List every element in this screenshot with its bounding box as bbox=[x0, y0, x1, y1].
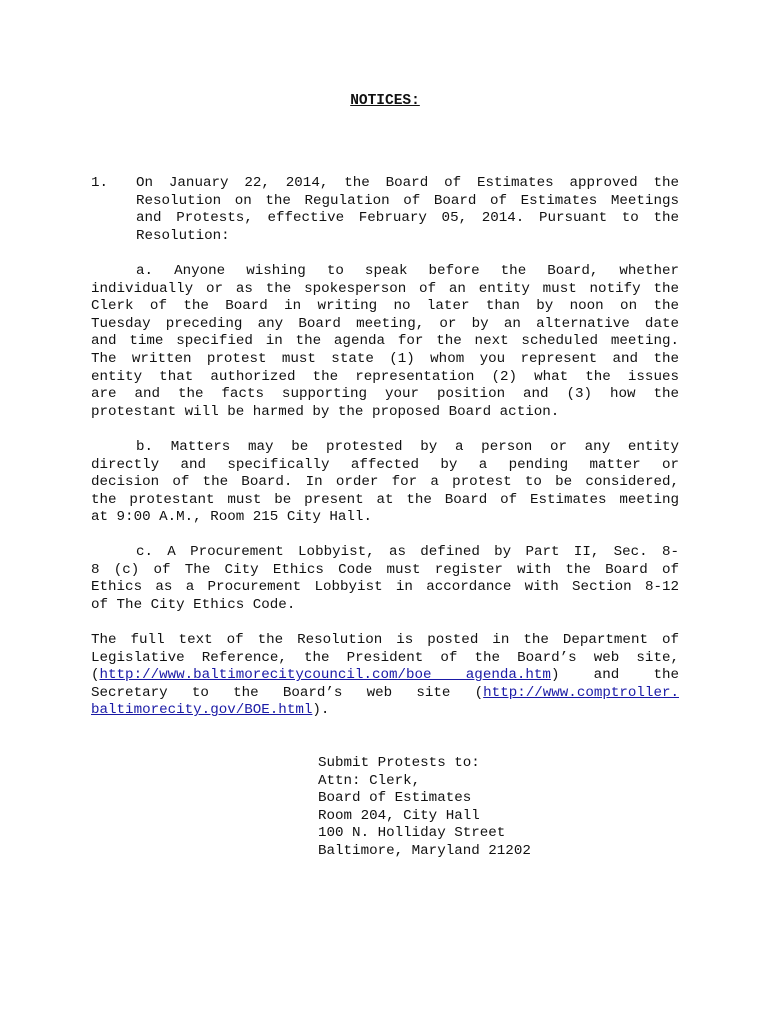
address-line: Board of Estimates bbox=[318, 790, 472, 807]
item-number: 1. bbox=[91, 175, 109, 191]
item-1-line: Resolution: bbox=[136, 227, 230, 244]
full-text-paragraph bbox=[91, 632, 679, 720]
address-block bbox=[318, 755, 531, 861]
closing-text: ). bbox=[312, 702, 330, 719]
address-line: Baltimore, Maryland 21202 bbox=[318, 842, 531, 859]
address-line: Attn: Clerk, bbox=[318, 772, 421, 789]
full-text-line bbox=[91, 667, 679, 685]
paragraph-c-line: Ethics as a Procurement Lobbyist in accordance with Section 8-12 bbox=[91, 579, 679, 596]
paragraph-a-line: protestant will be harmed by the proposed Board action. bbox=[91, 403, 560, 420]
address-line: 100 N. Holliday Street bbox=[318, 825, 506, 842]
paragraph-c bbox=[91, 544, 679, 614]
item-1-intro bbox=[136, 175, 679, 245]
paragraph-b bbox=[91, 439, 679, 527]
and-the-text: ) and the bbox=[550, 667, 679, 684]
item-1-line: and Protests, effective February 05, 2014. Pursuant to the bbox=[136, 210, 679, 227]
comptroller-link-part1[interactable]: http://www.comptroller. bbox=[483, 684, 679, 701]
paragraph-a-line: a. Anyone wishing to speak before the Board, whether bbox=[136, 263, 679, 279]
paragraph-a-line: entity that authorized the representation (2) what the issues bbox=[91, 368, 679, 385]
address-line: Room 204, City Hall bbox=[318, 807, 480, 824]
paragraph-a-line: Clerk of the Board in writing no later than by noon on the bbox=[91, 298, 679, 315]
full-text-line: The full text of the Resolution is posted in the Department of bbox=[91, 632, 679, 648]
full-text-line bbox=[91, 702, 679, 720]
paragraph-a-line: The written protest must state (1) whom you represent and the bbox=[91, 350, 679, 367]
paragraph-a bbox=[91, 263, 679, 421]
paragraph-b-line: at 9:00 A.M., Room 215 City Hall. bbox=[91, 509, 372, 526]
paragraph-a-line: and time specified in the agenda for the next scheduled meeting. bbox=[91, 333, 679, 350]
paragraph-a-line: Tuesday preceding any Board meeting, or by an alternative date bbox=[91, 315, 679, 332]
city-council-link[interactable]: http://www.baltimorecitycouncil.com/boe agenda.htm bbox=[99, 667, 551, 684]
item-1-line: Resolution on the Regulation of Board of Estimates Meetings bbox=[136, 192, 679, 209]
paragraph-b-line: decision of the Board. In order for a protest to be considered, bbox=[91, 474, 679, 491]
paragraph-c-line: 8 (c) of The City Ethics Code must register with the Board of bbox=[91, 561, 679, 578]
paren-text: ( bbox=[91, 667, 100, 684]
paragraph-a-line: are and the facts supporting your position and (3) how the bbox=[91, 386, 679, 403]
paragraph-c-line: of The City Ethics Code. bbox=[91, 596, 296, 613]
full-text-line bbox=[91, 685, 679, 703]
page-title: NOTICES: bbox=[350, 93, 420, 109]
comptroller-link-part2[interactable]: baltimorecity.gov/BOE.html bbox=[91, 702, 313, 719]
paragraph-b-line: directly and specifically affected by a pending matter or bbox=[91, 456, 679, 473]
item-1-line: On January 22, 2014, the Board of Estimates approved the bbox=[136, 175, 679, 191]
address-line: Submit Protests to: bbox=[318, 755, 480, 771]
paragraph-b-line: the protestant must be present at the Board of Estimates meeting bbox=[91, 491, 679, 508]
paragraph-a-line: individually or as the spokesperson of an entity must notify the bbox=[91, 280, 679, 297]
paragraph-c-line: c. A Procurement Lobbyist, as defined by Part II, Sec. 8- bbox=[136, 544, 679, 560]
paragraph-b-line: b. Matters may be protested by a person or any entity bbox=[136, 439, 679, 455]
full-text-line: Legislative Reference, the President of the Board’s web site, bbox=[91, 649, 679, 666]
secretary-text: Secretary to the Board’s web site ( bbox=[91, 684, 484, 701]
